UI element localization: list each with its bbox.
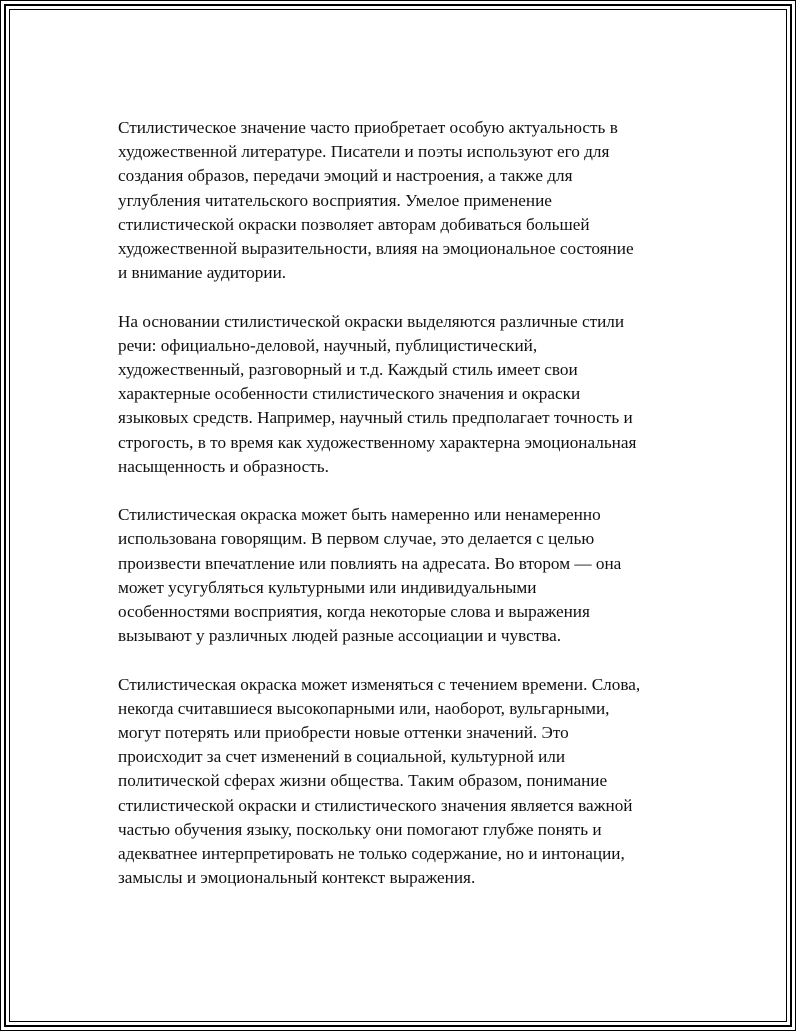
paragraph-1: Стилистическое значение часто приобретает особую актуальность в художественной литературе. Писатели и поэты используют его для создания образов, передачи эмоций и настроения, а также для углубления читательского восприятия. Умелое применение стилистической окраски позволяет авторам добиваться большей художественной выразительности, влияя на эмоциональное состояние и внимание аудитории. <box>118 118 634 283</box>
paragraph-3: Стилистическая окраска может быть намеренно или ненамеренно использована говорящим. В первом случае, это делается с целью произвести впечатление или повлиять на адресата. Во втором — она может усугубляться культурными или индивидуальными особенностями восприятия, когда некоторые слова и выражения вызывают у различных людей разные ассоциации и чувства. <box>118 505 622 646</box>
paragraph-2: На основании стилистической окраски выделяются различные стили речи: официально-деловой, научный, публицистический, художественный, разговорный и т.д. Каждый стиль имеет свои характерные особенности стилистического значения и окраски языковых средств. Например, научный стиль предполагает точность и строгость, в то время как художественному характерна эмоциональная насыщенность и образность. <box>118 311 637 476</box>
paragraph-4: Стилистическая окраска может изменяться с течением времени. Слова, некогда считавшиеся высокопарными или, наоборот, вульгарными, могут потерять или приобрести новые оттенки значений. Это происходит за счет изменений в социальной, культурной или политической сферах жизни общества. Таким образом, понимание стилистической окраски и стилистического значения является важной частью обучения языку, поскольку они помогают глубже понять и адекватнее интерпретировать не только содержание, но и интонации, замыслы и эмоциональный контекст выражения. <box>118 674 641 888</box>
document-body <box>118 116 688 915</box>
